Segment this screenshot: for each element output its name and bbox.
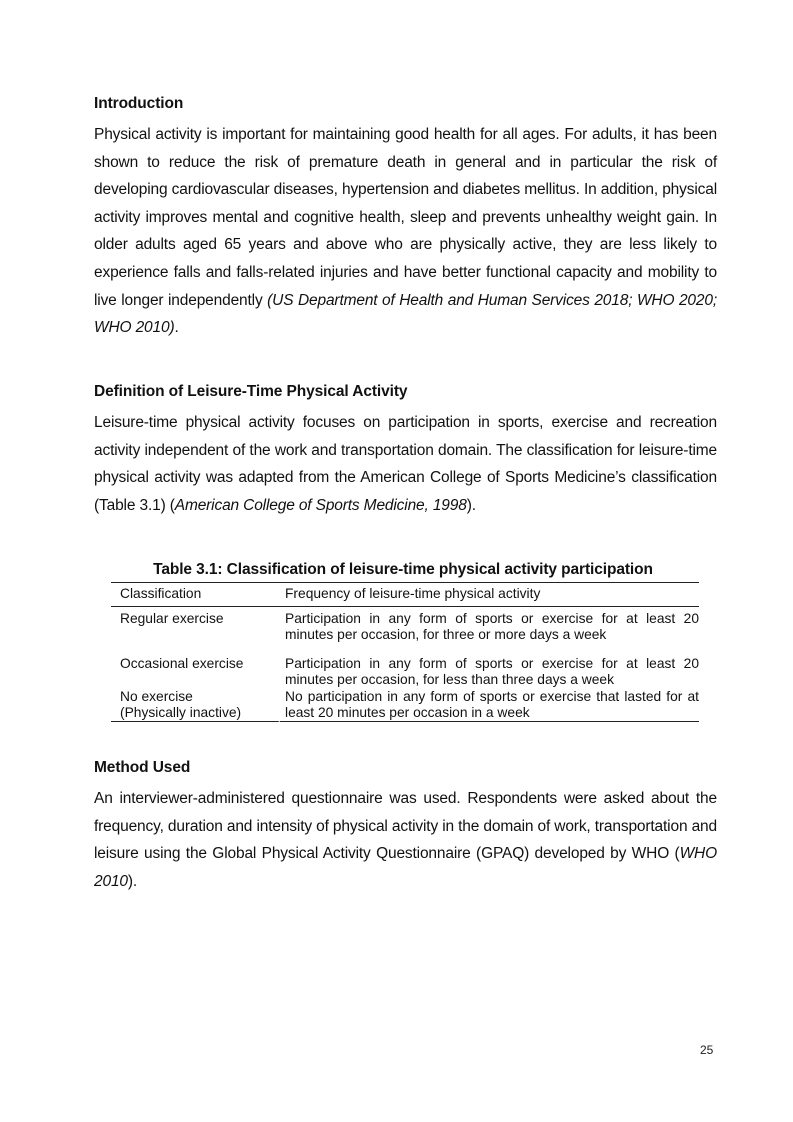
classification-table [111, 582, 699, 722]
cell-frequency: No participation in any form of sports or exercise that lasted for at least 20 minutes per occasion in a week [280, 689, 699, 722]
cell-classification: Regular exercise [120, 611, 224, 626]
definition-paragraph [94, 409, 717, 519]
cell-classification: Occasional exercise [120, 656, 244, 671]
definition-citation: American College of Sports Medicine, 1998 [174, 496, 467, 514]
method-text: An interviewer-administered questionnaire was used. Respondents were asked about the frequency, duration and intensity of physical activity in the domain of work, transportation and leisure using the Global Physical Activity Questionnaire (GPAQ) developed by WHO ( [94, 790, 717, 863]
introduction-text: Physical activity is important for maintaining good health for all ages. For adults, it has been shown to reduce the risk of premature death in general and in particular the risk of developing cardiovascular diseases, hypertension and diabetes mellitus. In addition, physical activity improves mental and cognitive health, sleep and prevents unhealthy weight gain. In older adults aged 65 years and above who are physically active, they are less likely to experience falls and falls-related injuries and have better functional capacity and mobility to live longer independently [94, 126, 717, 309]
introduction-heading: Introduction [94, 95, 184, 112]
table-row [111, 607, 699, 655]
page-number: 25 [700, 1043, 714, 1057]
cell-frequency: Participation in any form of sports or exercise for at least 20 minutes per occasion, for three or more days a week [285, 611, 699, 642]
method-heading: Method Used [94, 759, 191, 776]
cell-classification [111, 689, 280, 722]
definition-end: ). [466, 496, 476, 514]
header-frequency: Frequency of leisure-time physical activity [280, 582, 699, 607]
cell-frequency: Participation in any form of sports or exercise for at least 20 minutes per occasion, for less than three days a week [285, 656, 699, 687]
definition-text: Leisure-time physical activity focuses on participation in sports, exercise and recreation activity independent of the work and transportation domain. The classification for leisure-time physical activity was adapted from the American College of Sports Medicine’s classification (Table 3.1) ( [94, 414, 717, 514]
introduction-citation: (US Department of Health and Human Services 2018; WHO 2020; WHO 2010) [94, 291, 717, 337]
table-row [111, 655, 699, 689]
classification-table-container [111, 582, 699, 722]
method-citation: WHO 2010 [94, 845, 717, 890]
cell-classification-line2: (Physically inactive) [120, 705, 242, 720]
introduction-end: . [174, 319, 179, 337]
cell-classification-line1: No exercise [120, 689, 193, 704]
method-paragraph [94, 785, 717, 895]
definition-heading: Definition of Leisure-Time Physical Activity [94, 383, 408, 400]
header-classification: Classification [111, 582, 280, 607]
method-end: ). [127, 872, 138, 890]
table-header-row [111, 582, 699, 607]
table-row [111, 689, 699, 722]
introduction-paragraph [94, 121, 717, 342]
table-caption: Table 3.1: Classification of leisure-time physical activity participation [153, 561, 653, 578]
